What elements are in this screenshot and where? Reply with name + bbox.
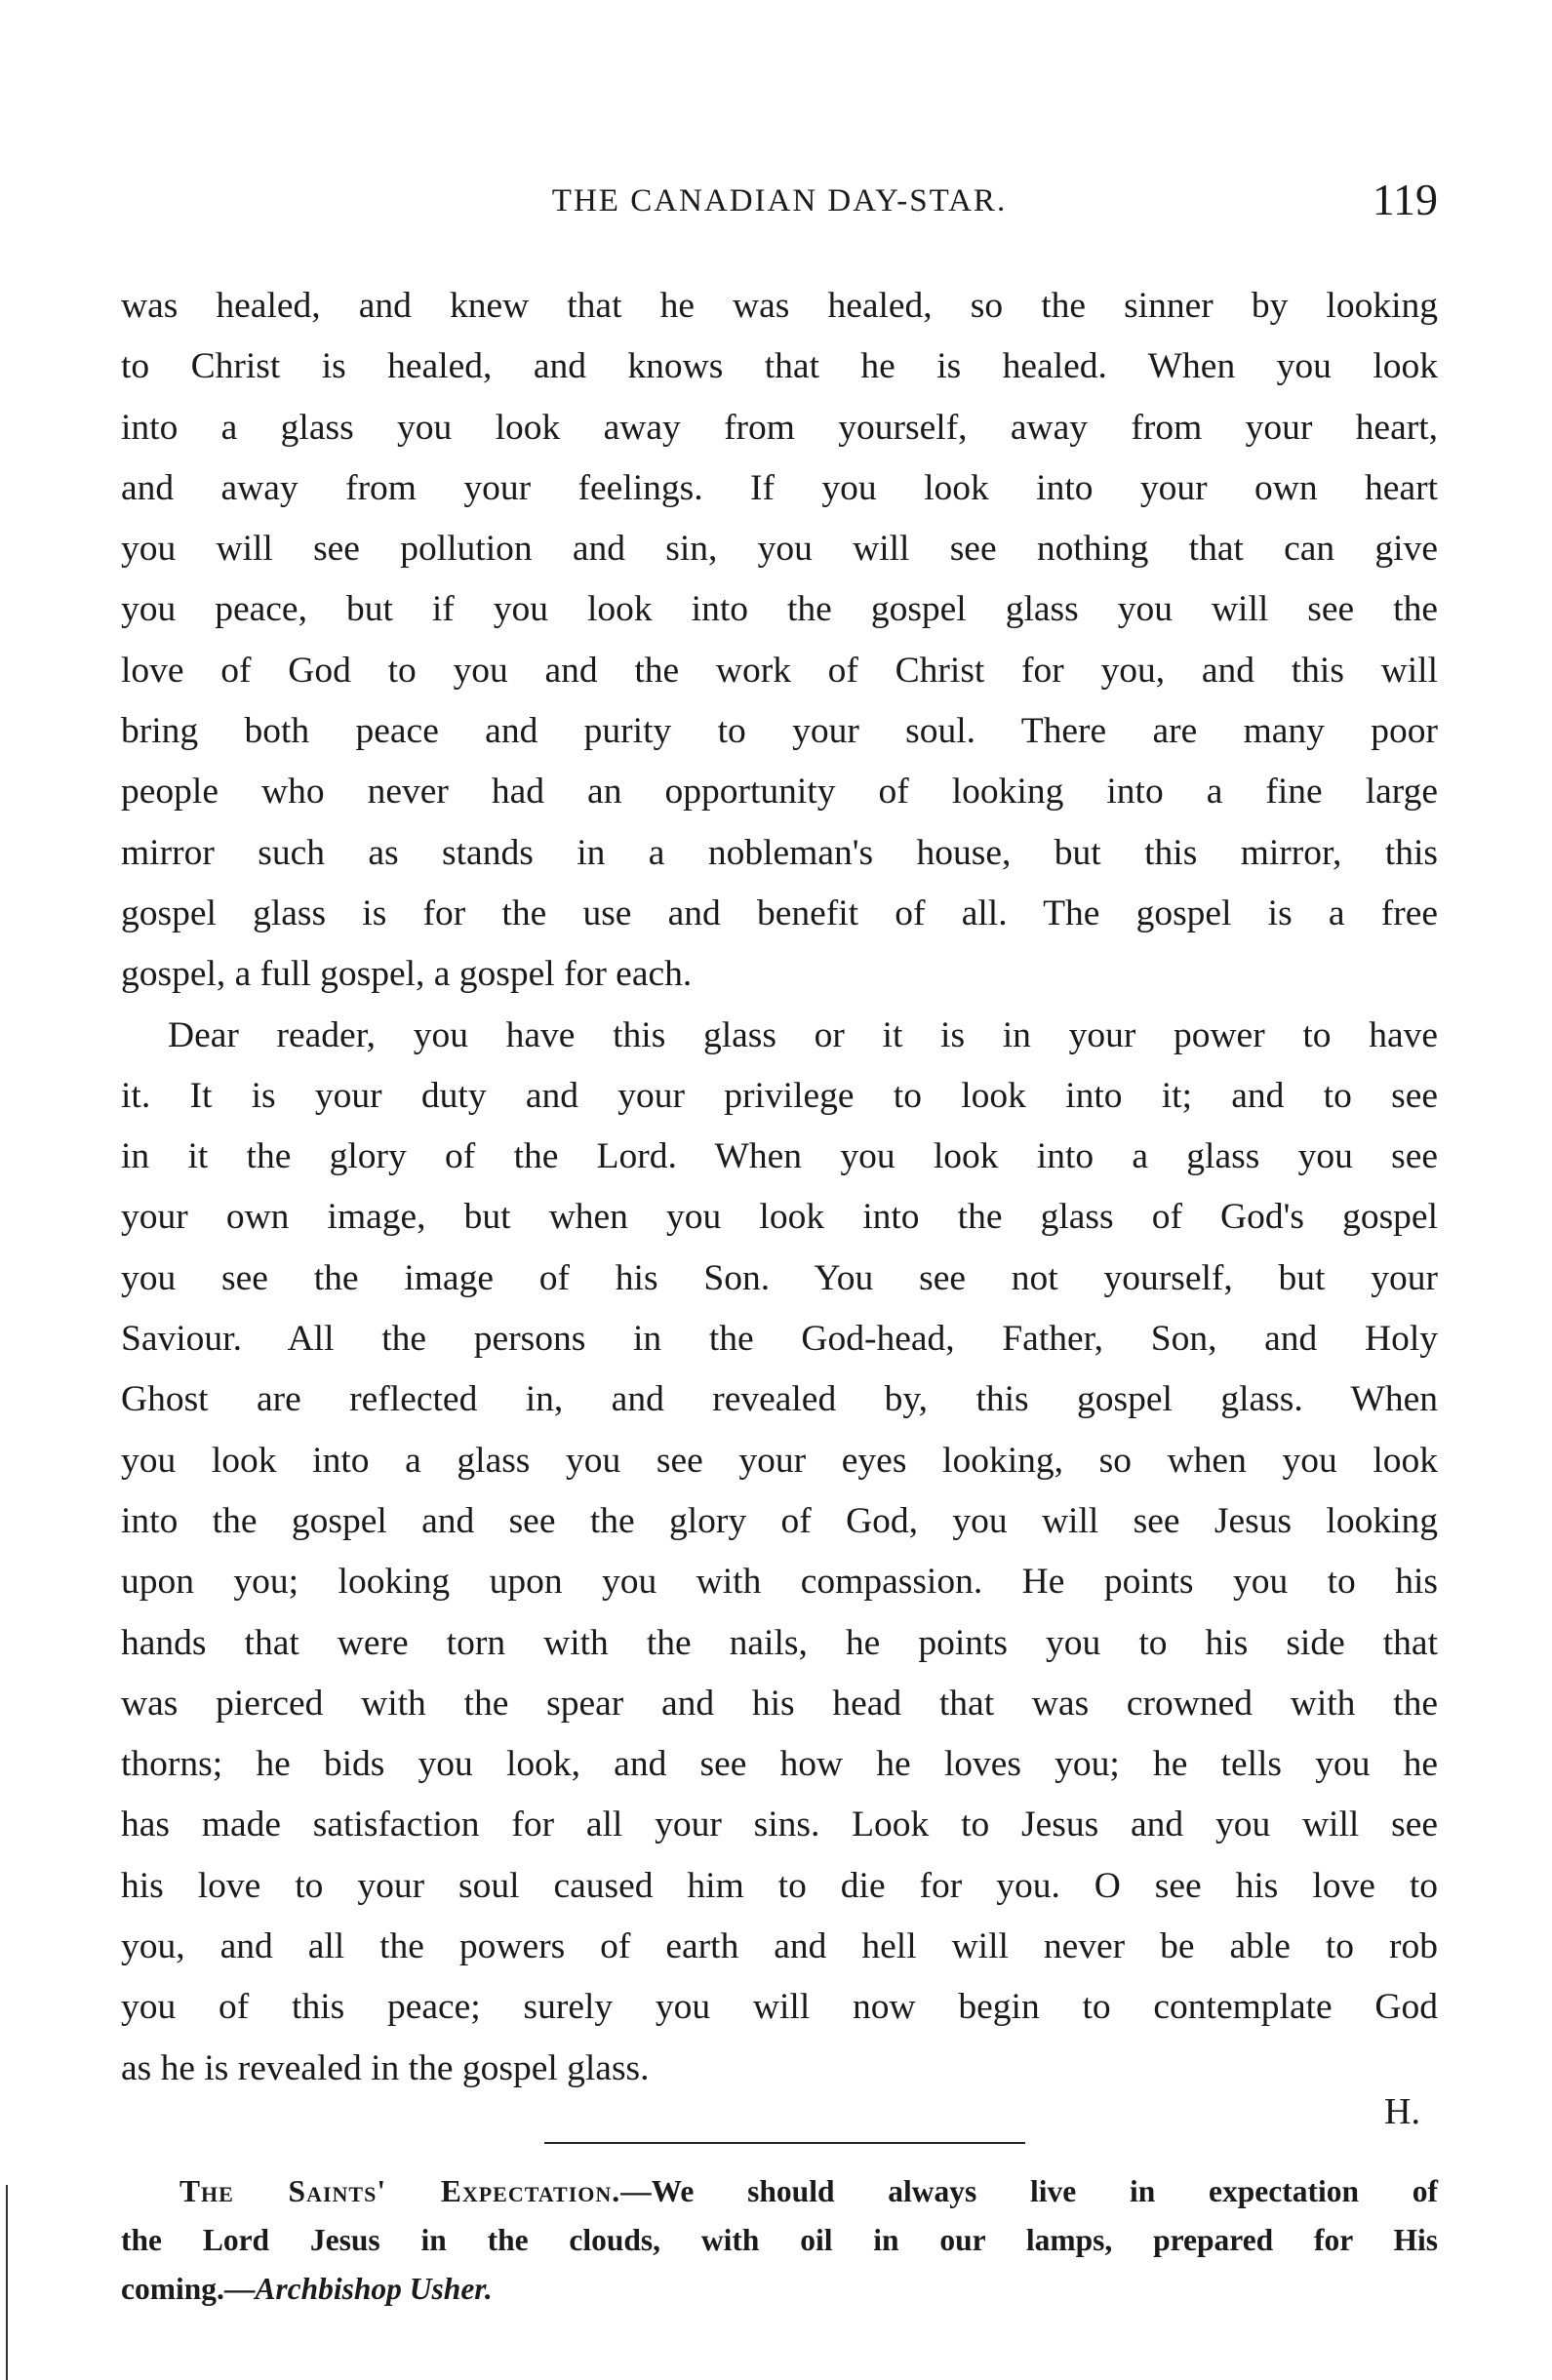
- body-line: gospel glass is for the use and benefit of all. The gospel is a free: [121, 892, 1438, 933]
- body-line: into a glass you look away from yourself, away from your heart,: [121, 407, 1438, 448]
- body-line: and away from your feelings. If you look into your own heart: [121, 467, 1438, 508]
- running-title: THE CANADIAN DAY-STAR.: [551, 183, 1008, 218]
- body-line: people who never had an opportunity of looking into a fine large: [121, 772, 1438, 813]
- footnote-line: [121, 2265, 1438, 2314]
- body-line: your own image, but when you look into the glass of God's gospel: [121, 1197, 1438, 1238]
- footnote-line: the Lord Jesus in the clouds, with oil in our lamps, prepared for His: [121, 2223, 1438, 2257]
- footnote-author: Archbishop Usher.: [255, 2272, 493, 2306]
- body-line: gospel, a full gospel, a gospel for each.: [121, 954, 693, 995]
- section-divider: [544, 2142, 1025, 2144]
- footnote-line: [121, 2167, 1438, 2216]
- body-line: his love to your soul caused him to die for you. O see his love to: [121, 1865, 1438, 1906]
- body-line: hands that were torn with the nails, he points you to his side that: [121, 1622, 1438, 1663]
- body-line: Dear reader, you have this glass or it is in your power to have: [168, 1014, 1438, 1055]
- page-number: 119: [1372, 175, 1438, 224]
- body-line: you see the image of his Son. You see not yourself, but your: [121, 1257, 1438, 1298]
- body-line: in it the glory of the Lord. When you look into a glass you see: [121, 1136, 1438, 1177]
- body-line: Saviour. All the persons in the God-head, Father, Son, and Holy: [121, 1319, 1438, 1360]
- body-line: was healed, and knew that he was healed, so the sinner by looking: [121, 286, 1438, 326]
- body-line: as he is revealed in the gospel glass.: [121, 2047, 650, 2088]
- body-line: Ghost are reflected in, and revealed by, this gospel glass. When: [121, 1379, 1438, 1420]
- footnote-text: coming.—: [121, 2272, 256, 2306]
- body-line: has made satisfaction for all your sins. Look to Jesus and you will see: [121, 1805, 1438, 1845]
- body-line: you, and all the powers of earth and hell will never be able to rob: [121, 1926, 1438, 1967]
- body-line: love of God to you and the work of Christ for you, and this will: [121, 650, 1438, 691]
- body-line: upon you; looking upon you with compassion. He points you to his: [121, 1562, 1438, 1603]
- body-line: bring both peace and purity to your soul. There are many poor: [121, 711, 1438, 752]
- body-line: you peace, but if you look into the gospel glass you will see the: [121, 589, 1438, 630]
- author-signature: H.: [1384, 2091, 1420, 2132]
- footnote-text: —We should always live in expectation of: [620, 2174, 1438, 2208]
- body-line: you look into a glass you see your eyes looking, so when you look: [121, 1440, 1438, 1481]
- article-body: [121, 276, 1438, 2099]
- body-line: you will see pollution and sin, you will see nothing that can give: [121, 529, 1438, 570]
- page-header: [121, 174, 1438, 232]
- body-line: into the gospel and see the glory of God, you will see Jesus looking: [121, 1500, 1438, 1541]
- body-line: to Christ is healed, and knows that he is healed. When you look: [121, 346, 1438, 387]
- body-line: mirror such as stands in a nobleman's house, but this mirror, this: [121, 832, 1438, 873]
- body-line: it. It is your duty and your privilege to look into it; and to see: [121, 1075, 1438, 1116]
- body-line: thorns; he bids you look, and see how he loves you; he tells you he: [121, 1744, 1438, 1785]
- body-line: you of this peace; surely you will now begin to contemplate God: [121, 1987, 1438, 2028]
- body-line: was pierced with the spear and his head that was crowned with the: [121, 1683, 1438, 1724]
- margin-rule: [6, 2185, 8, 2380]
- footnote: [121, 2167, 1438, 2314]
- footnote-title: The Saints' Expectation.: [179, 2174, 621, 2208]
